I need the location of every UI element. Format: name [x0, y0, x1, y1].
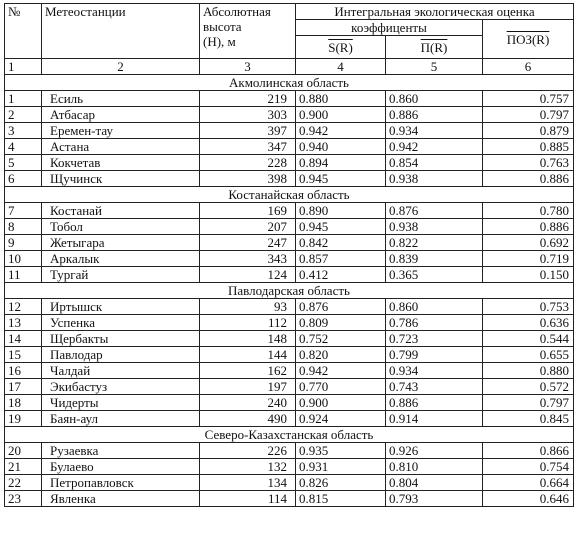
table-row: [5, 459, 574, 475]
header-poz-label: ПОЗ(R): [506, 31, 550, 47]
cell-height: 240: [200, 395, 296, 411]
cell-poz: 0.879: [483, 123, 574, 139]
cell-num: 21: [5, 459, 42, 475]
cell-station: Успенка: [42, 315, 200, 331]
cell-s: 0.809: [296, 315, 386, 331]
cell-height: 144: [200, 347, 296, 363]
cell-s: 0.940: [296, 139, 386, 155]
cell-height: 134: [200, 475, 296, 491]
table-row: [5, 411, 574, 427]
cell-p: 0.934: [386, 123, 483, 139]
cell-num: 6: [5, 171, 42, 187]
cell-poz: 0.880: [483, 363, 574, 379]
header-height-line2: высота: [203, 19, 242, 34]
cell-s: 0.942: [296, 363, 386, 379]
cell-station: Булаево: [42, 459, 200, 475]
table-row: [5, 475, 574, 491]
cell-p: 0.365: [386, 267, 483, 283]
table-row: [5, 379, 574, 395]
table-row: [5, 443, 574, 459]
header-height: [200, 4, 296, 59]
region-name: Акмолинская область: [5, 75, 574, 91]
cell-height: 169: [200, 203, 296, 219]
cell-s: 0.890: [296, 203, 386, 219]
cell-poz: 0.757: [483, 91, 574, 107]
cell-num: 10: [5, 251, 42, 267]
cell-poz: 0.780: [483, 203, 574, 219]
header-num: №: [5, 4, 42, 59]
table-row: [5, 171, 574, 187]
cell-s: 0.935: [296, 443, 386, 459]
cell-poz: 0.754: [483, 459, 574, 475]
cell-height: 93: [200, 299, 296, 315]
cell-p: 0.926: [386, 443, 483, 459]
cell-num: 3: [5, 123, 42, 139]
cell-poz: 0.753: [483, 299, 574, 315]
cell-num: 17: [5, 379, 42, 395]
cell-s: 0.894: [296, 155, 386, 171]
cell-s: 0.752: [296, 331, 386, 347]
cell-station: Аркалык: [42, 251, 200, 267]
cell-p: 0.723: [386, 331, 483, 347]
cell-s: 0.942: [296, 123, 386, 139]
cell-height: 148: [200, 331, 296, 347]
table-row: [5, 267, 574, 283]
region-name: Павлодарская область: [5, 283, 574, 299]
cell-s: 0.770: [296, 379, 386, 395]
cell-poz: 0.886: [483, 171, 574, 187]
cell-height: 112: [200, 315, 296, 331]
cell-p: 0.743: [386, 379, 483, 395]
cell-num: 18: [5, 395, 42, 411]
table-row: [5, 315, 574, 331]
cell-poz: 0.885: [483, 139, 574, 155]
header-height-line3: (H), м: [203, 34, 236, 49]
cell-p: 0.938: [386, 219, 483, 235]
cell-num: 1: [5, 91, 42, 107]
cell-p: 0.804: [386, 475, 483, 491]
column-number-row: [5, 59, 574, 75]
cell-num: 4: [5, 139, 42, 155]
cell-s: 0.945: [296, 219, 386, 235]
cell-poz: 0.655: [483, 347, 574, 363]
table-row: [5, 155, 574, 171]
cell-station: Петропавловск: [42, 475, 200, 491]
cell-station: Еремен-тау: [42, 123, 200, 139]
cell-p: 0.810: [386, 459, 483, 475]
cell-p: 0.942: [386, 139, 483, 155]
cell-num: 16: [5, 363, 42, 379]
table-row: [5, 395, 574, 411]
cell-num: 8: [5, 219, 42, 235]
table-row: [5, 91, 574, 107]
cell-num: 13: [5, 315, 42, 331]
cell-height: 124: [200, 267, 296, 283]
cell-p: 0.860: [386, 299, 483, 315]
cell-s: 0.815: [296, 491, 386, 507]
cell-station: Явленка: [42, 491, 200, 507]
cell-station: Тургай: [42, 267, 200, 283]
cell-poz: 0.797: [483, 107, 574, 123]
table-row: [5, 107, 574, 123]
cell-num: 15: [5, 347, 42, 363]
cell-height: 343: [200, 251, 296, 267]
region-row: [5, 283, 574, 299]
cell-s: 0.931: [296, 459, 386, 475]
cell-poz: 0.886: [483, 219, 574, 235]
table-row: [5, 219, 574, 235]
cell-poz: 0.763: [483, 155, 574, 171]
header-integral: Интегральная экологическая оценка: [296, 4, 574, 20]
cell-p: 0.914: [386, 411, 483, 427]
colnum-5: 5: [386, 59, 483, 75]
cell-height: 247: [200, 235, 296, 251]
cell-station: Иртышск: [42, 299, 200, 315]
region-row: [5, 427, 574, 443]
table-row: [5, 123, 574, 139]
cell-station: Чидерты: [42, 395, 200, 411]
cell-num: 5: [5, 155, 42, 171]
cell-s: 0.945: [296, 171, 386, 187]
cell-num: 22: [5, 475, 42, 491]
cell-height: 226: [200, 443, 296, 459]
header-height-line1: Абсолютная: [203, 4, 271, 19]
cell-s: 0.924: [296, 411, 386, 427]
cell-num: 11: [5, 267, 42, 283]
table-row: [5, 251, 574, 267]
cell-poz: 0.866: [483, 443, 574, 459]
cell-s: 0.842: [296, 235, 386, 251]
cell-s: 0.826: [296, 475, 386, 491]
cell-station: Экибастуз: [42, 379, 200, 395]
table-row: [5, 235, 574, 251]
cell-poz: 0.636: [483, 315, 574, 331]
cell-station: Павлодар: [42, 347, 200, 363]
header-p: [386, 36, 483, 59]
colnum-6: 6: [483, 59, 574, 75]
header-s: [296, 36, 386, 59]
cell-poz: 0.797: [483, 395, 574, 411]
cell-station: Рузаевка: [42, 443, 200, 459]
cell-p: 0.854: [386, 155, 483, 171]
header-row-1: [5, 4, 574, 20]
region-name: Костанайская область: [5, 187, 574, 203]
cell-poz: 0.646: [483, 491, 574, 507]
cell-station: Щербакты: [42, 331, 200, 347]
table-row: [5, 347, 574, 363]
table-row: [5, 203, 574, 219]
cell-station: Астана: [42, 139, 200, 155]
table-row: [5, 299, 574, 315]
region-name: Северо-Казахстанская область: [5, 427, 574, 443]
cell-height: 303: [200, 107, 296, 123]
colnum-2: 2: [42, 59, 200, 75]
cell-height: 197: [200, 379, 296, 395]
cell-p: 0.886: [386, 395, 483, 411]
meteo-table: [4, 3, 574, 507]
colnum-1: 1: [5, 59, 42, 75]
cell-poz: 0.845: [483, 411, 574, 427]
cell-p: 0.886: [386, 107, 483, 123]
header-s-label: S(R): [328, 39, 353, 55]
cell-height: 490: [200, 411, 296, 427]
cell-num: 14: [5, 331, 42, 347]
cell-height: 207: [200, 219, 296, 235]
region-row: [5, 187, 574, 203]
cell-num: 2: [5, 107, 42, 123]
cell-poz: 0.719: [483, 251, 574, 267]
header-p-label: П(R): [420, 39, 448, 55]
header-poz: [483, 20, 574, 59]
cell-height: 114: [200, 491, 296, 507]
header-station: Метеостанции: [42, 4, 200, 59]
colnum-4: 4: [296, 59, 386, 75]
cell-station: Чалдай: [42, 363, 200, 379]
cell-p: 0.793: [386, 491, 483, 507]
cell-station: Щучинск: [42, 171, 200, 187]
cell-height: 398: [200, 171, 296, 187]
cell-s: 0.900: [296, 107, 386, 123]
cell-station: Атбасар: [42, 107, 200, 123]
cell-station: Жетыгара: [42, 235, 200, 251]
header-coefficients: коэффиценты: [296, 20, 483, 36]
cell-poz: 0.664: [483, 475, 574, 491]
cell-station: Тобол: [42, 219, 200, 235]
cell-height: 132: [200, 459, 296, 475]
cell-height: 347: [200, 139, 296, 155]
table-row: [5, 363, 574, 379]
cell-s: 0.820: [296, 347, 386, 363]
cell-p: 0.799: [386, 347, 483, 363]
cell-p: 0.839: [386, 251, 483, 267]
cell-s: 0.880: [296, 91, 386, 107]
table-row: [5, 491, 574, 507]
cell-num: 19: [5, 411, 42, 427]
cell-height: 162: [200, 363, 296, 379]
region-row: [5, 75, 574, 91]
cell-num: 12: [5, 299, 42, 315]
cell-poz: 0.150: [483, 267, 574, 283]
cell-p: 0.876: [386, 203, 483, 219]
cell-p: 0.934: [386, 363, 483, 379]
cell-num: 23: [5, 491, 42, 507]
table-row: [5, 139, 574, 155]
table-row: [5, 331, 574, 347]
cell-num: 7: [5, 203, 42, 219]
cell-station: Костанай: [42, 203, 200, 219]
cell-poz: 0.692: [483, 235, 574, 251]
cell-num: 20: [5, 443, 42, 459]
cell-height: 228: [200, 155, 296, 171]
cell-height: 219: [200, 91, 296, 107]
cell-p: 0.860: [386, 91, 483, 107]
cell-s: 0.412: [296, 267, 386, 283]
cell-station: Есиль: [42, 91, 200, 107]
cell-p: 0.938: [386, 171, 483, 187]
cell-s: 0.857: [296, 251, 386, 267]
colnum-3: 3: [200, 59, 296, 75]
cell-station: Баян-аул: [42, 411, 200, 427]
cell-poz: 0.572: [483, 379, 574, 395]
cell-s: 0.876: [296, 299, 386, 315]
cell-poz: 0.544: [483, 331, 574, 347]
cell-s: 0.900: [296, 395, 386, 411]
cell-num: 9: [5, 235, 42, 251]
cell-p: 0.786: [386, 315, 483, 331]
cell-station: Кокчетав: [42, 155, 200, 171]
cell-height: 397: [200, 123, 296, 139]
cell-p: 0.822: [386, 235, 483, 251]
